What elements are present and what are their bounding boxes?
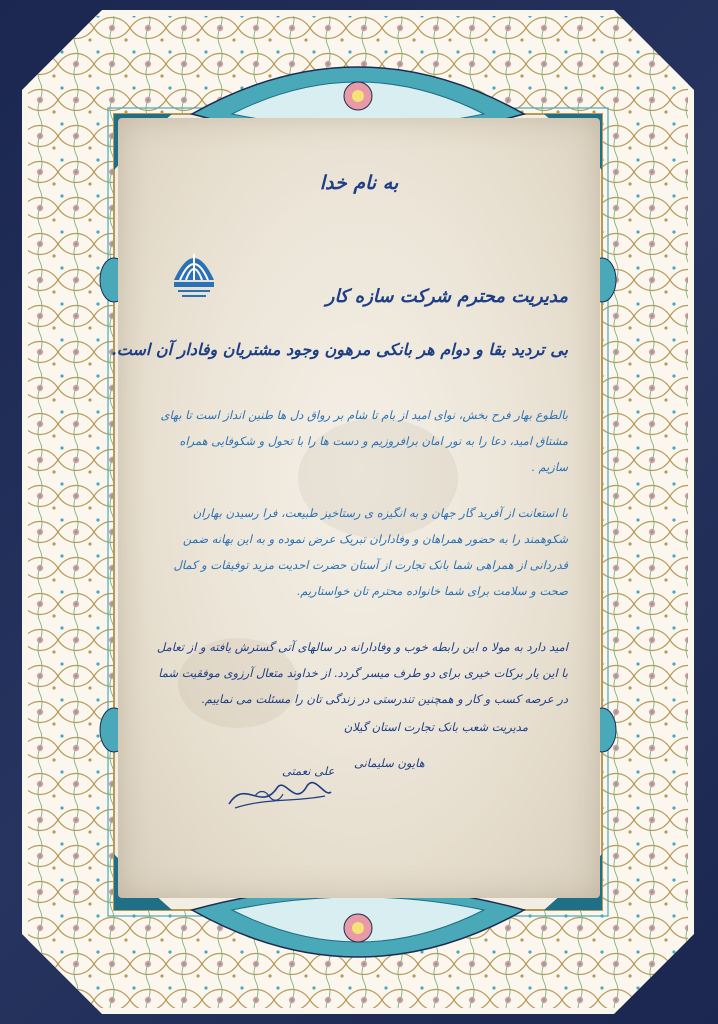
signatory-name-1: هایون سلیمانی (354, 756, 425, 770)
paragraph-1: بالطوع بهار فرح بخش، نوای امید از بام تا شام بر رواق دل ها طنین انداز است تا بهای مشتاق امید، دعا را به نور امان برافروزیم و دست ها را با تحول و شکوفایی همراه سازیم . (160, 408, 568, 474)
addressee: مدیریت محترم شرکت سازه کار (325, 286, 568, 307)
paragraph-3: امید دارد به مولا ه این رابطه خوب و وفادارانه در سالهای آتی گسترش یافته و از تعامل با این یار برکات خیری برای دو طرف میسر گردد. از خداوند متعال آرزوی موفقیت شما در عرصه کسب و کار و همچنین تندرستی در زندگی تان را مسئلت می نماییم. (156, 640, 568, 706)
signature-organization: مدیریت شعب بانک تجارت استان گیلان (343, 720, 528, 734)
headline: بی تردید بقا و دوام هر بانکی مرهون وجود مشتریان وفادار آن است. (111, 340, 568, 359)
paragraph-2: با استعانت از آفرید گار جهان و به انگیزه ی رستاخیز طبیعت، فرا رسیدن بهاران شکوهمند را به حضور همراهان و وفاداران تبریک عرض نموده و به این بهانه ضمن قدردانی از همراهی شما بانک تجارت از آستان حضرت احدیت مزید توفیقات و کمال صحت و سلامت برای شما خانواده محترم تان خواستاریم. (173, 506, 568, 598)
bank-logo-icon (170, 240, 218, 300)
page-title: به نام خدا (319, 172, 399, 194)
handwritten-signature (225, 768, 335, 816)
signatory-name-2: علی نعمتی (282, 764, 335, 778)
